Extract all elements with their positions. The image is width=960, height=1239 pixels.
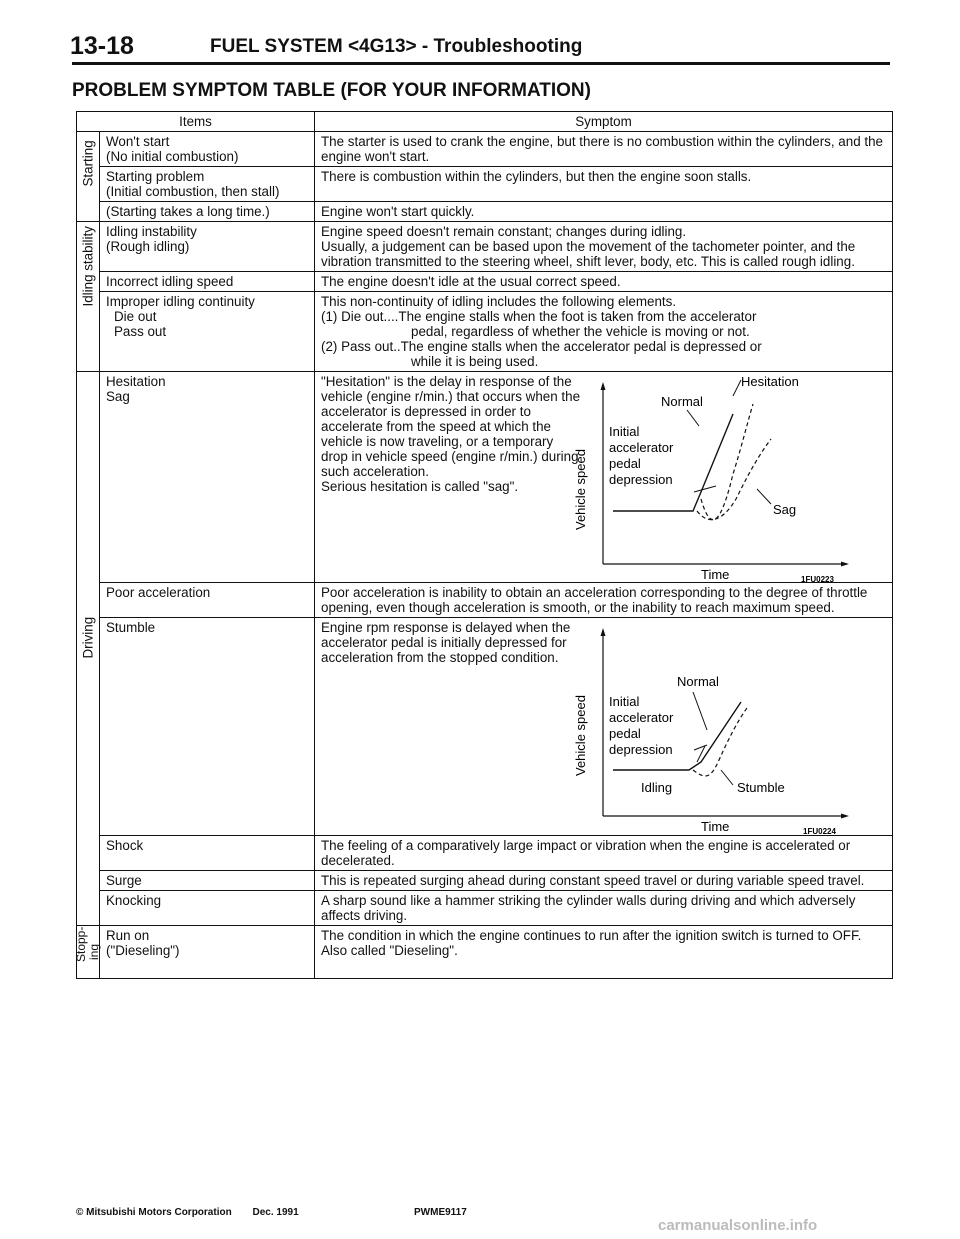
symptom-line: while it is being used. bbox=[411, 354, 539, 369]
label-normal: Normal bbox=[677, 674, 719, 689]
table-row bbox=[77, 891, 893, 926]
item-cell: Incorrect idling speed bbox=[100, 272, 315, 292]
item-cell bbox=[100, 292, 315, 372]
group-label: Starting bbox=[80, 140, 96, 187]
label-initial: depression bbox=[609, 742, 673, 757]
stumble-figure bbox=[573, 620, 886, 836]
stumble-curve bbox=[693, 708, 747, 776]
symptom-line: (1) Die out....The engine stalls when the foot is taken from the accelerator bbox=[321, 309, 757, 324]
item-label: Improper idling continuity bbox=[106, 294, 255, 309]
y-arrow-icon bbox=[601, 382, 606, 390]
item-cell: (Starting takes a long time.) bbox=[100, 202, 315, 222]
footer-company: © Mitsubishi Motors Corporation bbox=[76, 1207, 232, 1218]
hesitation-figure bbox=[573, 374, 886, 584]
figure-code: 1FU0224 bbox=[803, 827, 836, 836]
page-number: 13-18 bbox=[70, 32, 134, 60]
item-cell: Starting problem (Initial combustion, then stall) bbox=[100, 167, 315, 202]
leader-line bbox=[757, 489, 771, 504]
x-axis-label: Time bbox=[701, 567, 730, 582]
item-sub-label: Pass out bbox=[114, 324, 167, 339]
col-symptom-header: Symptom bbox=[315, 112, 893, 132]
section-title: PROBLEM SYMPTOM TABLE (FOR YOUR INFORMATION) bbox=[72, 80, 591, 101]
table-row bbox=[77, 222, 893, 272]
table-header-row bbox=[77, 112, 893, 132]
symptom-cell bbox=[315, 292, 893, 372]
table-row bbox=[77, 836, 893, 871]
symptom-cell: The starter is used to crank the engine, but there is no combustion within the cylinders, and the engine won't start. bbox=[315, 132, 893, 167]
x-arrow-icon bbox=[841, 562, 849, 567]
group-stopping bbox=[74, 926, 101, 979]
symptom-line: This non-continuity of idling includes the following elements. bbox=[321, 294, 677, 309]
symptom-cell: Poor acceleration is inability to obtain an acceleration corresponding to the degree of throttle opening, even though acceleration is smooth, or the inability to reach maximum speed. bbox=[315, 583, 893, 618]
label-sag: Sag bbox=[773, 502, 797, 517]
table-row bbox=[77, 583, 893, 618]
y-axis-label: Vehicle speed bbox=[573, 449, 588, 530]
label-initial: pedal bbox=[609, 726, 641, 741]
x-arrow-icon bbox=[841, 814, 849, 819]
symptom-cell: There is combustion within the cylinders, but then the engine soon stalls. bbox=[315, 167, 893, 202]
symptom-cell: A sharp sound like a hammer striking the cylinder walls during driving and which adversely affects driving. bbox=[315, 891, 893, 926]
group-starting bbox=[77, 132, 100, 222]
label-initial: depression bbox=[609, 472, 673, 487]
table-row bbox=[77, 871, 893, 891]
y-arrow-icon bbox=[601, 628, 606, 636]
item-cell: Run on ("Dieseling") bbox=[100, 926, 315, 979]
item-label: Hesitation bbox=[106, 374, 166, 389]
table-row bbox=[77, 618, 893, 836]
group-label: Driving bbox=[80, 616, 96, 659]
watermark: carmanualsonline.info bbox=[658, 1217, 818, 1234]
label-stumble: Stumble bbox=[737, 780, 785, 795]
table-row bbox=[77, 292, 893, 372]
leader-line bbox=[694, 745, 707, 750]
label-initial: Initial bbox=[609, 694, 640, 709]
stumble-diagram bbox=[573, 620, 856, 836]
page-footer bbox=[76, 1207, 467, 1218]
label-initial: accelerator bbox=[609, 710, 674, 725]
header-rule bbox=[72, 62, 890, 65]
footer-code: PWME9117 bbox=[414, 1207, 467, 1218]
y-axis-label: Vehicle speed bbox=[573, 695, 588, 776]
label-initial: Initial bbox=[609, 424, 640, 439]
group-label: Stopp- ing bbox=[74, 926, 101, 962]
leader-line bbox=[721, 770, 733, 785]
item-cell: Stumble bbox=[100, 618, 315, 836]
symptom-cell: The feeling of a comparatively large impact or vibration when the engine is accelerated or decelerated. bbox=[315, 836, 893, 871]
table-row bbox=[77, 202, 893, 222]
symptom-cell: This is repeated surging ahead during constant speed travel or during variable speed travel. bbox=[315, 871, 893, 891]
symptom-cell: Engine speed doesn't remain constant; changes during idling. Usually, a judgement can be based upon the movement of the tachometer pointer, and the vibration transmitted to the steering wheel, shift lever, body, etc. This is called rough idling. bbox=[315, 222, 893, 272]
table-row bbox=[77, 132, 893, 167]
symptom-cell bbox=[315, 372, 893, 583]
leader-line bbox=[694, 486, 716, 492]
figure-code: 1FU0223 bbox=[801, 575, 834, 584]
leader-line bbox=[693, 692, 707, 730]
col-items-header: Items bbox=[77, 112, 315, 132]
hesitation-diagram bbox=[573, 374, 856, 584]
symptom-line: pedal, regardless of whether the vehicle is moving or not. bbox=[411, 324, 750, 339]
label-initial: accelerator bbox=[609, 440, 674, 455]
footer-date: Dec. 1991 bbox=[252, 1207, 299, 1218]
table-row bbox=[77, 167, 893, 202]
item-cell: Knocking bbox=[100, 891, 315, 926]
symptom-cell: Engine won't start quickly. bbox=[315, 202, 893, 222]
item-cell: Shock bbox=[100, 836, 315, 871]
group-driving bbox=[77, 372, 100, 926]
page-title: FUEL SYSTEM <4G13> - Troubleshooting bbox=[210, 36, 583, 57]
symptom-cell: The condition in which the engine continues to run after the ignition switch is turned to OFF. Also called "Dieseling". bbox=[315, 926, 893, 979]
item-cell: Idling instability (Rough idling) bbox=[100, 222, 315, 272]
label-idling: Idling bbox=[641, 780, 673, 795]
item-cell: Won't start (No initial combustion) bbox=[100, 132, 315, 167]
label-initial: pedal bbox=[609, 456, 641, 471]
group-label: Idling stability bbox=[80, 226, 96, 307]
hesitation-curve bbox=[701, 404, 753, 520]
item-label: Sag bbox=[106, 389, 130, 404]
symptom-cell: The engine doesn't idle at the usual correct speed. bbox=[315, 272, 893, 292]
label-normal: Normal bbox=[661, 394, 703, 409]
symptom-cell bbox=[315, 618, 893, 836]
label-hesitation: Hesitation bbox=[741, 374, 799, 389]
group-idling bbox=[77, 222, 100, 372]
symptom-line: (2) Pass out..The engine stalls when the accelerator pedal is depressed or bbox=[321, 339, 762, 354]
table-row bbox=[77, 926, 893, 979]
item-cell: Poor acceleration bbox=[100, 583, 315, 618]
leader-line bbox=[733, 380, 741, 396]
symptom-text: Engine rpm response is delayed when the accelerator pedal is initially depressed for acceleration from the stopped condition. bbox=[321, 620, 571, 665]
x-axis-label: Time bbox=[701, 819, 730, 834]
problem-symptom-table bbox=[76, 111, 893, 979]
item-cell bbox=[100, 372, 315, 583]
leader-line bbox=[687, 410, 699, 426]
sag-curve bbox=[697, 439, 771, 520]
symptom-text: "Hesitation" is the delay in response of the vehicle (engine r/min.) that occurs when the accelerator is depressed in order to accelerate from the speed at which the vehicle is now traveling, or a temporary drop in vehicle speed (engine r/min.) during such acceleration. Serious hesitation is called "sag". bbox=[321, 374, 581, 494]
item-cell: Surge bbox=[100, 871, 315, 891]
table-row bbox=[77, 372, 893, 583]
table-row bbox=[77, 272, 893, 292]
item-sub-label: Die out bbox=[114, 309, 157, 324]
